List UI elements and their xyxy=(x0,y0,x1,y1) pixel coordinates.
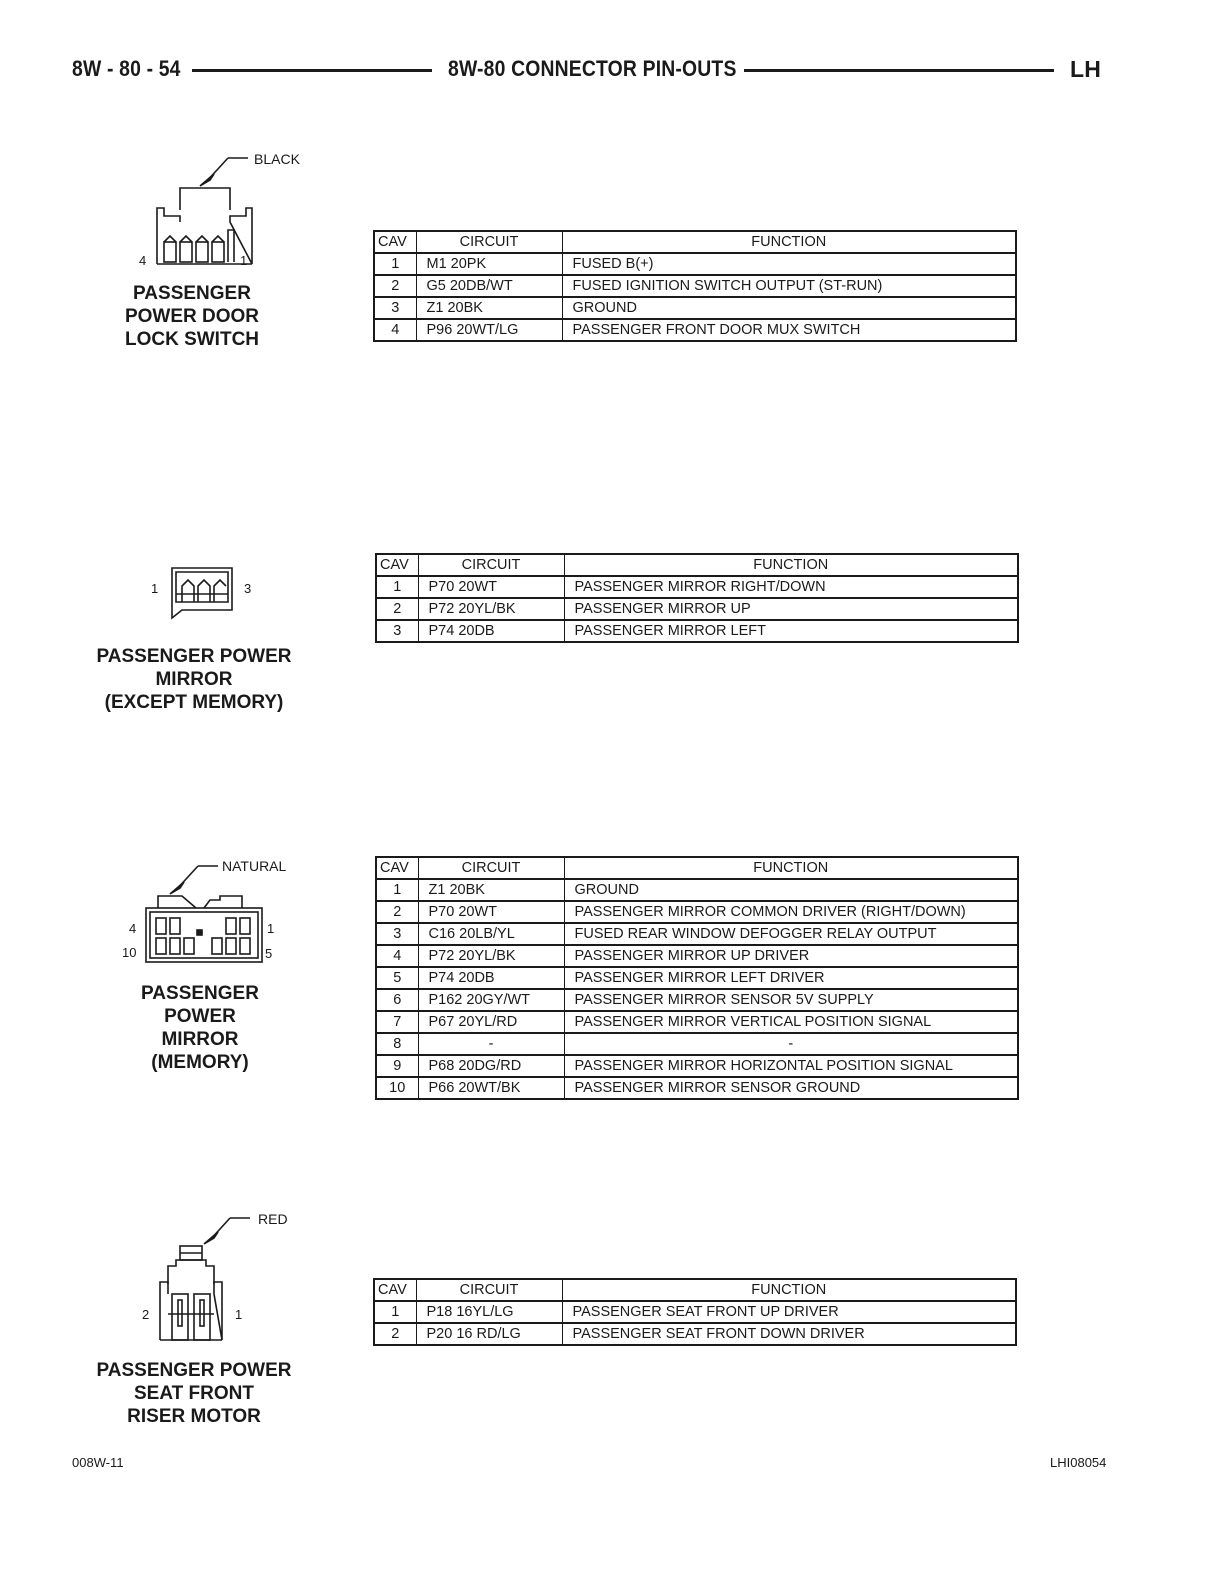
function-cell: PASSENGER MIRROR UP DRIVER xyxy=(564,945,1018,967)
circuit-cell: P72 20YL/BK xyxy=(418,598,564,620)
connector-name-line: PASSENGER xyxy=(141,983,259,1004)
cav-cell: 2 xyxy=(374,275,416,297)
function-cell: FUSED IGNITION SWITCH OUTPUT (ST-RUN) xyxy=(562,275,1016,297)
connector-color-label: BLACK xyxy=(254,151,300,167)
table-row xyxy=(376,945,1018,967)
function-cell: PASSENGER MIRROR LEFT DRIVER xyxy=(564,967,1018,989)
circuit-cell: P74 20DB xyxy=(418,620,564,642)
connector-name-line: MIRROR xyxy=(155,669,233,690)
pin-label: 1 xyxy=(235,1307,243,1322)
table-row xyxy=(374,275,1016,297)
column-header: CAV xyxy=(376,554,418,576)
column-header: CIRCUIT xyxy=(416,231,562,253)
footer-code-right: LHI08054 xyxy=(1050,1455,1107,1470)
column-header: FUNCTION xyxy=(562,231,1016,253)
header-rule-left xyxy=(192,69,432,72)
footer-code-left: 008W-11 xyxy=(72,1455,124,1470)
cav-cell: 1 xyxy=(374,1301,416,1323)
circuit-cell: M1 20PK xyxy=(416,253,562,275)
connector-name-line: PASSENGER POWER xyxy=(96,646,292,667)
circuit-cell: G5 20DB/WT xyxy=(416,275,562,297)
pinout-table xyxy=(375,553,1019,643)
table-header-row xyxy=(374,1279,1016,1301)
column-header: CIRCUIT xyxy=(418,554,564,576)
pin-label: 4 xyxy=(129,921,137,936)
section-code: LH xyxy=(1070,56,1102,82)
circuit-cell: P68 20DG/RD xyxy=(418,1055,564,1077)
column-header: CAV xyxy=(374,1279,416,1301)
table-row xyxy=(376,620,1018,642)
circuit-cell: - xyxy=(418,1033,564,1055)
pinout-table xyxy=(375,856,1019,1100)
pin-label: 3 xyxy=(244,581,252,596)
pinout-table xyxy=(373,230,1017,342)
circuit-cell: P72 20YL/BK xyxy=(418,945,564,967)
table-row xyxy=(376,1077,1018,1099)
table-row xyxy=(376,923,1018,945)
function-cell: FUSED REAR WINDOW DEFOGGER RELAY OUTPUT xyxy=(564,923,1018,945)
connector-name-line: (MEMORY) xyxy=(151,1052,249,1073)
table-row xyxy=(374,1301,1016,1323)
table-row xyxy=(376,576,1018,598)
connector-name xyxy=(94,645,294,714)
seat-riser-motor-connector-icon xyxy=(150,1210,260,1350)
cav-cell: 3 xyxy=(376,620,418,642)
connector-name-line: POWER DOOR xyxy=(124,306,260,327)
table-row xyxy=(374,253,1016,275)
function-cell: PASSENGER MIRROR RIGHT/DOWN xyxy=(564,576,1018,598)
table-row xyxy=(374,1323,1016,1345)
table-row xyxy=(376,1011,1018,1033)
column-header: CAV xyxy=(374,231,416,253)
column-header: CAV xyxy=(376,857,418,879)
circuit-cell: P96 20WT/LG xyxy=(416,319,562,341)
circuit-cell: P67 20YL/RD xyxy=(418,1011,564,1033)
pin-label: 10 xyxy=(122,945,137,960)
column-header: FUNCTION xyxy=(564,857,1018,879)
connector-name-line: SEAT FRONT xyxy=(134,1383,254,1404)
function-cell: PASSENGER MIRROR UP xyxy=(564,598,1018,620)
cav-cell: 4 xyxy=(374,319,416,341)
cav-cell: 5 xyxy=(376,967,418,989)
function-cell: PASSENGER SEAT FRONT UP DRIVER xyxy=(562,1301,1016,1323)
circuit-cell: Z1 20BK xyxy=(416,297,562,319)
cav-cell: 1 xyxy=(376,576,418,598)
table-row xyxy=(374,297,1016,319)
connector-name-line: PASSENGER POWER xyxy=(96,1360,292,1381)
connector-name-line: POWER xyxy=(164,1006,236,1027)
cav-cell: 1 xyxy=(374,253,416,275)
cav-cell: 2 xyxy=(376,598,418,620)
column-header: CIRCUIT xyxy=(416,1279,562,1301)
pin-label: 1 xyxy=(151,581,159,596)
table-row xyxy=(376,598,1018,620)
function-cell: GROUND xyxy=(562,297,1016,319)
circuit-cell: P66 20WT/BK xyxy=(418,1077,564,1099)
table-header-row xyxy=(376,554,1018,576)
connector-name xyxy=(92,282,292,351)
table-row xyxy=(376,901,1018,923)
cav-cell: 7 xyxy=(376,1011,418,1033)
mirror-except-memory-connector-icon xyxy=(160,562,250,624)
function-cell: - xyxy=(564,1033,1018,1055)
connector-name xyxy=(94,1359,294,1428)
pin-label: 1 xyxy=(240,253,248,268)
table-row xyxy=(376,967,1018,989)
mirror-memory-connector-icon xyxy=(140,858,273,968)
circuit-cell: P70 20WT xyxy=(418,901,564,923)
function-cell: PASSENGER MIRROR HORIZONTAL POSITION SIGNAL xyxy=(564,1055,1018,1077)
table-row xyxy=(376,1033,1018,1055)
connector-name-line: (EXCEPT MEMORY) xyxy=(104,692,284,713)
connector-name-line: LOCK SWITCH xyxy=(124,329,260,350)
table-header-row xyxy=(376,857,1018,879)
page-number: 8W - 80 - 54 xyxy=(72,56,181,81)
header-rule-right xyxy=(744,69,1054,72)
circuit-cell: P162 20GY/WT xyxy=(418,989,564,1011)
cav-cell: 6 xyxy=(376,989,418,1011)
function-cell: FUSED B(+) xyxy=(562,253,1016,275)
connector-name-line: PASSENGER xyxy=(133,283,251,304)
circuit-cell: P20 16 RD/LG xyxy=(416,1323,562,1345)
cav-cell: 3 xyxy=(374,297,416,319)
table-row xyxy=(374,319,1016,341)
pin-label: 4 xyxy=(139,253,147,268)
function-cell: PASSENGER MIRROR COMMON DRIVER (RIGHT/DOWN) xyxy=(564,901,1018,923)
table-row xyxy=(376,879,1018,901)
circuit-cell: P18 16YL/LG xyxy=(416,1301,562,1323)
cav-cell: 2 xyxy=(376,901,418,923)
connector-name xyxy=(100,982,300,1074)
pin-label: 5 xyxy=(265,946,273,961)
pinout-table xyxy=(373,1278,1017,1346)
cav-cell: 9 xyxy=(376,1055,418,1077)
column-header: FUNCTION xyxy=(562,1279,1016,1301)
function-cell: PASSENGER MIRROR VERTICAL POSITION SIGNAL xyxy=(564,1011,1018,1033)
connector-color-label: NATURAL xyxy=(222,858,287,874)
pin-label: 1 xyxy=(267,921,275,936)
circuit-cell: C16 20LB/YL xyxy=(418,923,564,945)
page-title: 8W-80 CONNECTOR PIN-OUTS xyxy=(448,56,737,81)
function-cell: PASSENGER FRONT DOOR MUX SWITCH xyxy=(562,319,1016,341)
connector-name-line: RISER MOTOR xyxy=(127,1406,261,1427)
pin-label: 2 xyxy=(142,1307,150,1322)
circuit-cell: P74 20DB xyxy=(418,967,564,989)
table-row xyxy=(376,1055,1018,1077)
cav-cell: 1 xyxy=(376,879,418,901)
function-cell: PASSENGER MIRROR SENSOR GROUND xyxy=(564,1077,1018,1099)
table-header-row xyxy=(374,231,1016,253)
function-cell: PASSENGER MIRROR SENSOR 5V SUPPLY xyxy=(564,989,1018,1011)
column-header: FUNCTION xyxy=(564,554,1018,576)
column-header: CIRCUIT xyxy=(418,857,564,879)
connector-name-line: MIRROR xyxy=(161,1029,239,1050)
function-cell: PASSENGER SEAT FRONT DOWN DRIVER xyxy=(562,1323,1016,1345)
cav-cell: 8 xyxy=(376,1033,418,1055)
connector-color-label: RED xyxy=(258,1211,288,1227)
circuit-cell: P70 20WT xyxy=(418,576,564,598)
table-row xyxy=(376,989,1018,1011)
cav-cell: 3 xyxy=(376,923,418,945)
cav-cell: 10 xyxy=(376,1077,418,1099)
cav-cell: 2 xyxy=(374,1323,416,1345)
cav-cell: 4 xyxy=(376,945,418,967)
function-cell: PASSENGER MIRROR LEFT xyxy=(564,620,1018,642)
function-cell: GROUND xyxy=(564,879,1018,901)
circuit-cell: Z1 20BK xyxy=(418,879,564,901)
